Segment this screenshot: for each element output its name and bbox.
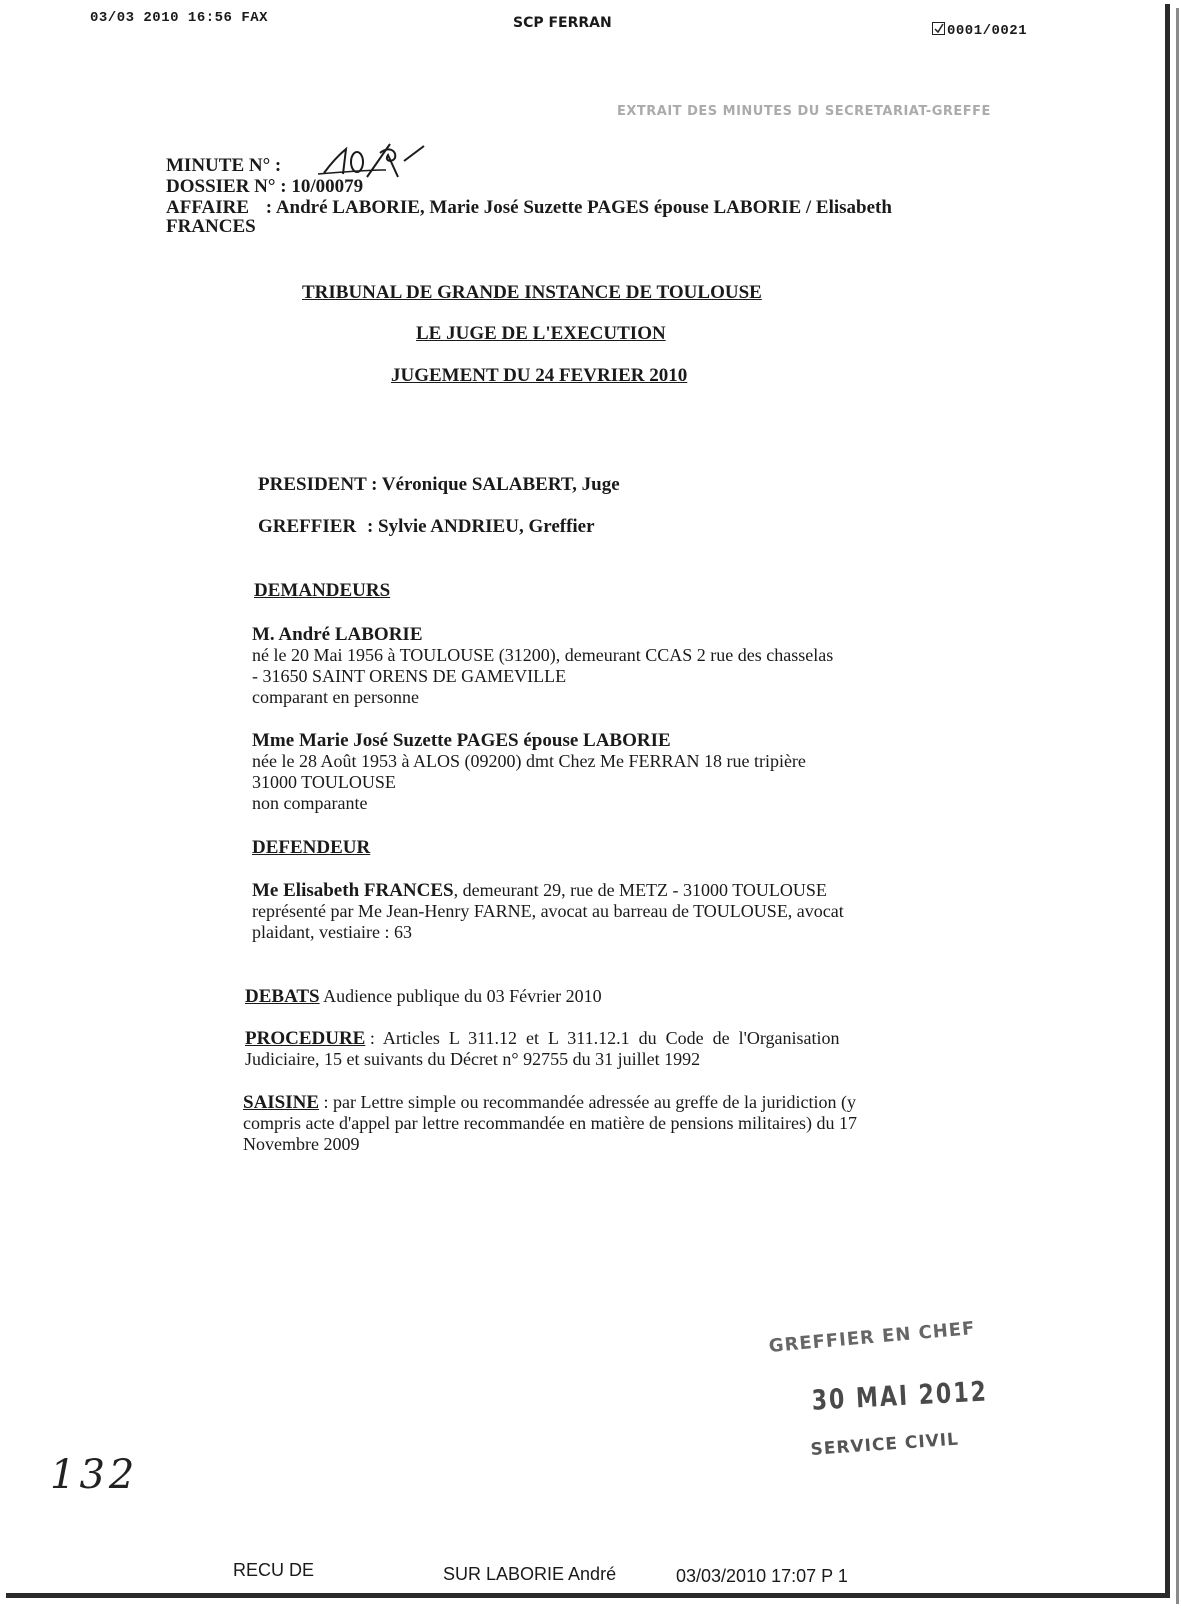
demandeur-2-line: non comparante: [252, 793, 368, 813]
fax-page-counter: [932, 22, 1027, 39]
saisine-line3: Novembre 2009: [243, 1134, 360, 1154]
fax-checkbox-icon: [932, 22, 945, 35]
debats-text: Audience publique du 03 Février 2010: [319, 986, 602, 1006]
dossier-value: 10/00079: [291, 176, 364, 197]
footer-recu: RECU DE: [233, 1560, 315, 1580]
defendeur-line: représenté par Me Jean-Henry FARNE, avocat au barreau de TOULOUSE, avocat: [252, 901, 844, 921]
demandeur-1-line: - 31650 SAINT ORENS DE GAMEVILLE: [252, 666, 567, 686]
defendeur-address: , demeurant 29, rue de METZ - 31000 TOULOUSE: [453, 880, 827, 900]
defendeur-heading: DEFENDEUR: [252, 837, 371, 858]
debats-line: [245, 986, 602, 1007]
president-label: PRESIDENT :: [258, 474, 378, 495]
president-line: [258, 474, 620, 495]
greffier-label: GREFFIER: [258, 516, 357, 537]
affaire-label: AFFAIRE: [166, 197, 250, 218]
president-value: Véronique SALABERT, Juge: [381, 474, 620, 495]
demandeurs-heading: DEMANDEURS: [254, 580, 391, 601]
demandeur-1-line: comparant en personne: [252, 687, 419, 707]
demandeur-1: [252, 624, 833, 708]
demandeur-1-name: M. André LABORIE: [252, 624, 423, 645]
defendeur-block: [252, 880, 844, 943]
minute-label: MINUTE N° :: [166, 155, 282, 176]
juge-title: LE JUGE DE L'EXECUTION: [416, 323, 666, 344]
debats-label: DEBATS: [245, 986, 320, 1007]
affaire-value: : André LABORIE, Marie José Suzette PAGES épouse LABORIE / Elisabeth: [265, 197, 892, 218]
footer-sur: SUR LABORIE André: [443, 1564, 617, 1584]
stamp-date: 30 MAI 2012: [811, 1376, 989, 1418]
dossier-line: [166, 176, 363, 197]
affaire-line2: FRANCES: [166, 216, 256, 237]
affaire-line1: [166, 197, 892, 218]
procedure-line2: Judiciaire, 15 et suivants du Décret n° 92755 du 31 juillet 1992: [245, 1049, 701, 1069]
dossier-label: DOSSIER N° :: [166, 176, 287, 197]
demandeur-2-name: Mme Marie José Suzette PAGES épouse LABORIE: [252, 730, 671, 751]
fax-page-number: 0001/0021: [947, 23, 1028, 39]
demandeur-2-line: 31000 TOULOUSE: [252, 772, 396, 792]
defendeur-name: Me Elisabeth FRANCES: [252, 880, 454, 901]
saisine-text: : par Lettre simple ou recommandée adressée au greffe de la juridiction (y: [319, 1092, 856, 1112]
fax-sender: SCP FERRAN: [513, 15, 612, 31]
defendeur-line: plaidant, vestiaire : 63: [252, 922, 412, 942]
procedure-text: : Articles L 311.12 et L 311.12.1 du Code de l'Organisation: [365, 1028, 840, 1048]
defendeur-line1: [252, 880, 844, 901]
footer-timestamp: 03/03/2010 17:07 P 1: [676, 1566, 848, 1586]
demandeur-1-line: né le 20 Mai 1956 à TOULOUSE (31200), demeurant CCAS 2 rue des chasselas: [252, 645, 834, 665]
demandeur-2-line: née le 28 Août 1953 à ALOS (09200) dmt Chez Me FERRAN 18 rue tripière: [252, 751, 806, 771]
fax-datetime: 03/03 2010 16:56 FAX: [90, 10, 269, 26]
court-title: TRIBUNAL DE GRANDE INSTANCE DE TOULOUSE: [302, 282, 762, 303]
extrait-stamp: EXTRAIT DES MINUTES DU SECRETARIAT-GREFFE: [617, 104, 991, 119]
saisine-line2: compris acte d'appel par lettre recommandée en matière de pensions militaires) du 17: [243, 1113, 858, 1133]
handwritten-page-number: 132: [50, 1452, 139, 1498]
greffier-value: : Sylvie ANDRIEU, Greffier: [366, 516, 595, 537]
page-shadow: [1176, 8, 1179, 1604]
greffier-line: [258, 516, 595, 537]
saisine-line1: [243, 1092, 856, 1113]
procedure-line1: [245, 1028, 935, 1049]
saisine-label: SAISINE: [243, 1092, 320, 1113]
demandeur-2: [252, 730, 806, 814]
procedure-label: PROCEDURE: [245, 1028, 366, 1049]
stamp-greffier-en-chef: GREFFIER EN CHEF: [768, 1317, 977, 1357]
stamp-service-civil: SERVICE CIVIL: [810, 1429, 960, 1460]
jugement-title: JUGEMENT DU 24 FEVRIER 2010: [391, 365, 688, 386]
